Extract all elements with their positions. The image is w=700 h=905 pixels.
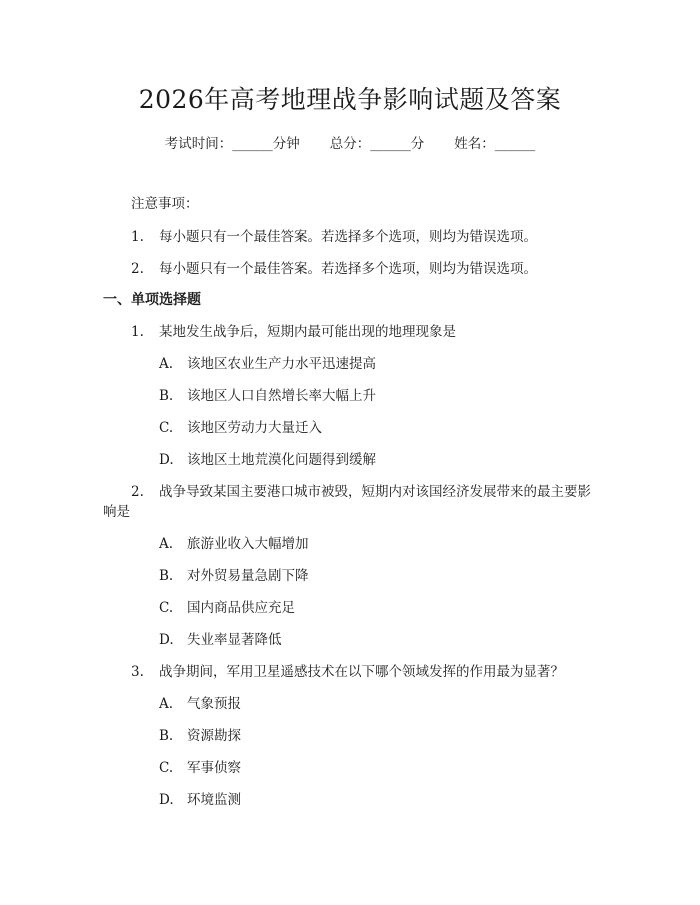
exam-time-label: 考试时间：______分钟 xyxy=(164,136,300,152)
question xyxy=(131,480,591,500)
option-label: C. xyxy=(159,600,174,616)
question-text: 战争期间，军用卫星遥感技术在以下哪个领域发挥的作用最为显著？ xyxy=(159,664,564,680)
name-label: 姓名：______ xyxy=(454,136,536,152)
question-text-line2: 响是 xyxy=(103,504,130,520)
option-label: B. xyxy=(159,728,174,744)
option-label: A. xyxy=(159,356,174,372)
option-c[interactable] xyxy=(159,756,241,776)
notice-item-text: 每小题只有一个最佳答案。若选择多个选项，则均为错误选项。 xyxy=(159,261,537,277)
option-label: C. xyxy=(159,760,174,776)
question xyxy=(131,320,456,340)
option-b[interactable] xyxy=(159,724,241,744)
option-label: A. xyxy=(159,536,174,552)
option-text: 该地区劳动力大量迁入 xyxy=(187,420,322,436)
option-a[interactable] xyxy=(159,352,376,372)
question-number: 2. xyxy=(131,484,144,500)
option-text: 对外贸易量急剧下降 xyxy=(187,568,309,584)
question-text: 某地发生战争后，短期内最可能出现的地理现象是 xyxy=(159,324,456,340)
option-c[interactable] xyxy=(159,416,322,436)
section-heading: 一、单项选择题 xyxy=(103,292,201,308)
option-a[interactable] xyxy=(159,692,241,712)
option-d[interactable] xyxy=(159,448,376,468)
option-a[interactable] xyxy=(159,532,309,552)
option-text: 旅游业收入大幅增加 xyxy=(187,536,309,552)
option-label: D. xyxy=(159,792,174,808)
option-d[interactable] xyxy=(159,788,241,808)
notice-heading: 注意事项： xyxy=(131,196,199,212)
page-title: 2026年高考地理战争影响试题及答案 xyxy=(138,85,562,114)
total-score-label: 总分：______分 xyxy=(329,136,425,152)
notice-item xyxy=(131,257,537,277)
option-text: 该地区人口自然增长率大幅上升 xyxy=(187,388,376,404)
option-label: A. xyxy=(159,696,174,712)
option-b[interactable] xyxy=(159,564,309,584)
option-text: 失业率显著降低 xyxy=(187,632,282,648)
option-text: 气象预报 xyxy=(187,696,241,712)
option-text: 环境监测 xyxy=(187,792,241,808)
option-text: 该地区土地荒漠化问题得到缓解 xyxy=(187,452,376,468)
option-b[interactable] xyxy=(159,384,376,404)
option-label: B. xyxy=(159,388,174,404)
notice-item-number: 2. xyxy=(131,261,144,277)
notice-item-text: 每小题只有一个最佳答案。若选择多个选项，则均为错误选项。 xyxy=(159,229,537,245)
notice-item xyxy=(131,225,537,245)
exam-meta xyxy=(0,132,700,152)
question xyxy=(131,660,564,680)
question-text-line1: 战争导致某国主要港口城市被毁，短期内对该国经济发展带来的最主要影 xyxy=(159,484,591,500)
option-label: C. xyxy=(159,420,174,436)
option-label: B. xyxy=(159,568,174,584)
option-text: 国内商品供应充足 xyxy=(187,600,295,616)
question-number: 3. xyxy=(131,664,144,680)
notice-item-number: 1. xyxy=(131,229,144,245)
option-text: 资源勘探 xyxy=(187,728,241,744)
option-label: D. xyxy=(159,632,174,648)
option-text: 该地区农业生产力水平迅速提高 xyxy=(187,356,376,372)
option-text: 军事侦察 xyxy=(187,760,241,776)
question-number: 1. xyxy=(131,324,144,340)
option-label: D. xyxy=(159,452,174,468)
option-d[interactable] xyxy=(159,628,282,648)
option-c[interactable] xyxy=(159,596,295,616)
